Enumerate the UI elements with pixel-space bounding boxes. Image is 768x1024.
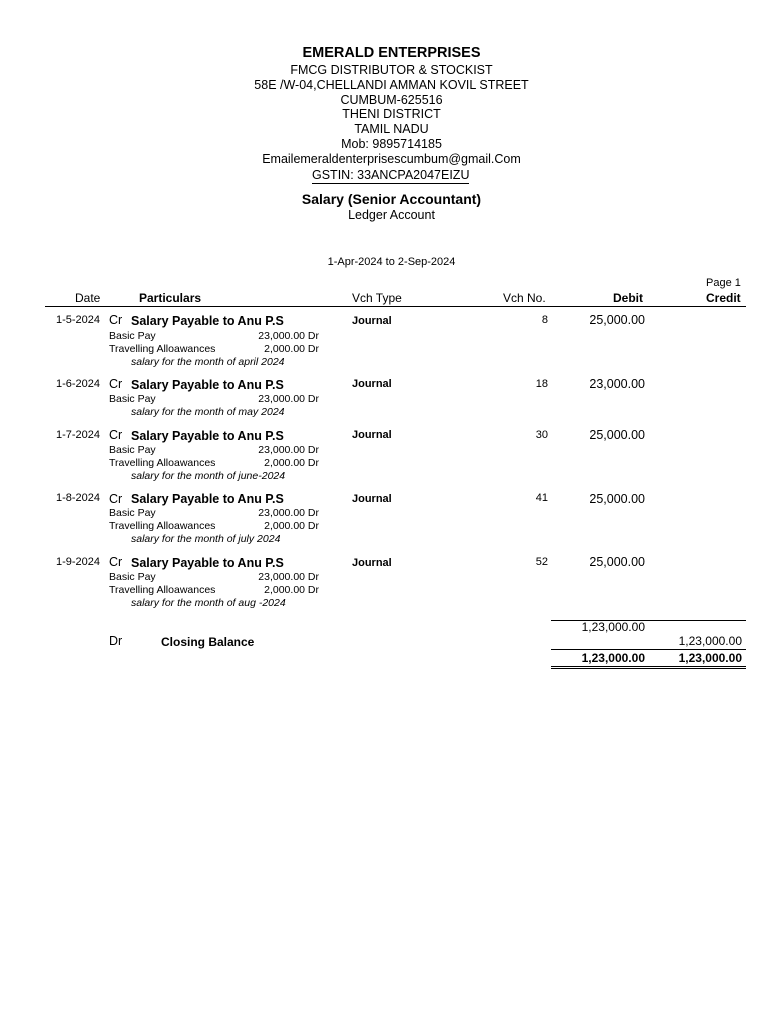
report-period: 1-Apr-2024 to 2-Sep-2024 [327,256,456,268]
entry-vch-type: Journal [352,429,392,441]
closing-balance-credit: 1,23,000.00 [678,634,742,648]
total-rule-double [551,668,746,669]
detail-amount: 2,000.00 Dr [264,343,319,355]
col-vch-no: Vch No. [503,291,546,305]
entry-drcr: Cr [109,555,123,569]
company-line: Mob: 9895714185 [341,137,442,151]
debit-subtotal: 1,23,000.00 [581,620,645,634]
entry-vch-type: Journal [352,378,392,390]
entry-vch-no: 8 [541,314,548,326]
company-line: FMCG DISTRIBUTOR & STOCKIST [290,63,493,77]
total-rule-top [551,649,746,650]
detail-label: Travelling Alloawances [109,584,216,596]
entry-date: 1-7-2024 [56,429,101,441]
entry-narration: salary for the month of may 2024 [131,406,285,418]
entry-party: Salary Payable to Anu P.S [131,492,284,506]
header-rule [45,306,746,307]
entry-party: Salary Payable to Anu P.S [131,378,284,392]
detail-label: Basic Pay [109,571,156,583]
company-line: TAMIL NADU [354,122,429,136]
entry-date: 1-6-2024 [56,378,101,390]
detail-amount: 2,000.00 Dr [264,457,319,469]
company-gstin: GSTIN: 33ANCPA2047EIZU [312,168,470,182]
grand-total-credit: 1,23,000.00 [678,651,742,665]
report-title: Salary (Senior Accountant) [301,191,482,207]
entry-party: Salary Payable to Anu P.S [131,314,284,328]
entry-narration: salary for the month of april 2024 [131,356,285,368]
entry-vch-type: Journal [352,315,392,327]
entry-vch-no: 52 [535,556,548,568]
detail-amount: 2,000.00 Dr [264,584,319,596]
detail-amount: 23,000.00 Dr [258,393,319,405]
entry-debit: 23,000.00 [589,377,645,391]
detail-label: Travelling Alloawances [109,457,216,469]
detail-label: Basic Pay [109,330,156,342]
detail-amount: 23,000.00 Dr [258,444,319,456]
entry-vch-type: Journal [352,493,392,505]
page-number: Page 1 [706,277,741,289]
entry-debit: 25,000.00 [589,428,645,442]
entry-drcr: Cr [109,492,123,506]
detail-amount: 23,000.00 Dr [258,330,319,342]
company-line: Emailemeraldenterprisescumbum@gmail.Com [262,152,521,166]
entry-date: 1-5-2024 [56,314,101,326]
entry-debit: 25,000.00 [589,555,645,569]
closing-drcr: Dr [109,634,123,648]
grand-total-debit: 1,23,000.00 [581,651,645,665]
entry-drcr: Cr [109,313,123,327]
detail-label: Basic Pay [109,444,156,456]
entry-party: Salary Payable to Anu P.S [131,556,284,570]
company-line: CUMBUM-625516 [340,93,443,107]
detail-label: Travelling Alloawances [109,343,216,355]
detail-label: Travelling Alloawances [109,520,216,532]
entry-narration: salary for the month of aug -2024 [131,597,286,609]
entry-date: 1-9-2024 [56,556,101,568]
entry-debit: 25,000.00 [589,492,645,506]
entry-vch-no: 41 [535,492,548,504]
entry-vch-no: 18 [535,378,548,390]
detail-amount: 23,000.00 Dr [258,507,319,519]
company-line: THENI DISTRICT [342,107,441,121]
detail-amount: 23,000.00 Dr [258,571,319,583]
entry-debit: 25,000.00 [589,313,645,327]
entry-vch-type: Journal [352,557,392,569]
entry-drcr: Cr [109,377,123,391]
detail-amount: 2,000.00 Dr [264,520,319,532]
col-debit: Debit [613,291,643,305]
company-name: EMERALD ENTERPRISES [302,45,481,61]
company-line: 58E /W-04,CHELLANDI AMMAN KOVIL STREET [254,78,529,92]
entry-narration: salary for the month of june-2024 [131,470,286,482]
detail-label: Basic Pay [109,393,156,405]
entry-drcr: Cr [109,428,123,442]
col-credit: Credit [706,291,741,305]
entry-party: Salary Payable to Anu P.S [131,429,284,443]
report-subtitle: Ledger Account [348,208,435,222]
col-vch-type: Vch Type [352,291,402,305]
col-date: Date [75,291,101,305]
entry-vch-no: 30 [535,429,548,441]
detail-label: Basic Pay [109,507,156,519]
entry-narration: salary for the month of july 2024 [131,533,281,545]
closing-balance-label: Closing Balance [161,635,255,649]
total-rule-bottom [551,666,746,667]
entry-date: 1-8-2024 [56,492,101,504]
col-particulars: Particulars [139,291,202,305]
